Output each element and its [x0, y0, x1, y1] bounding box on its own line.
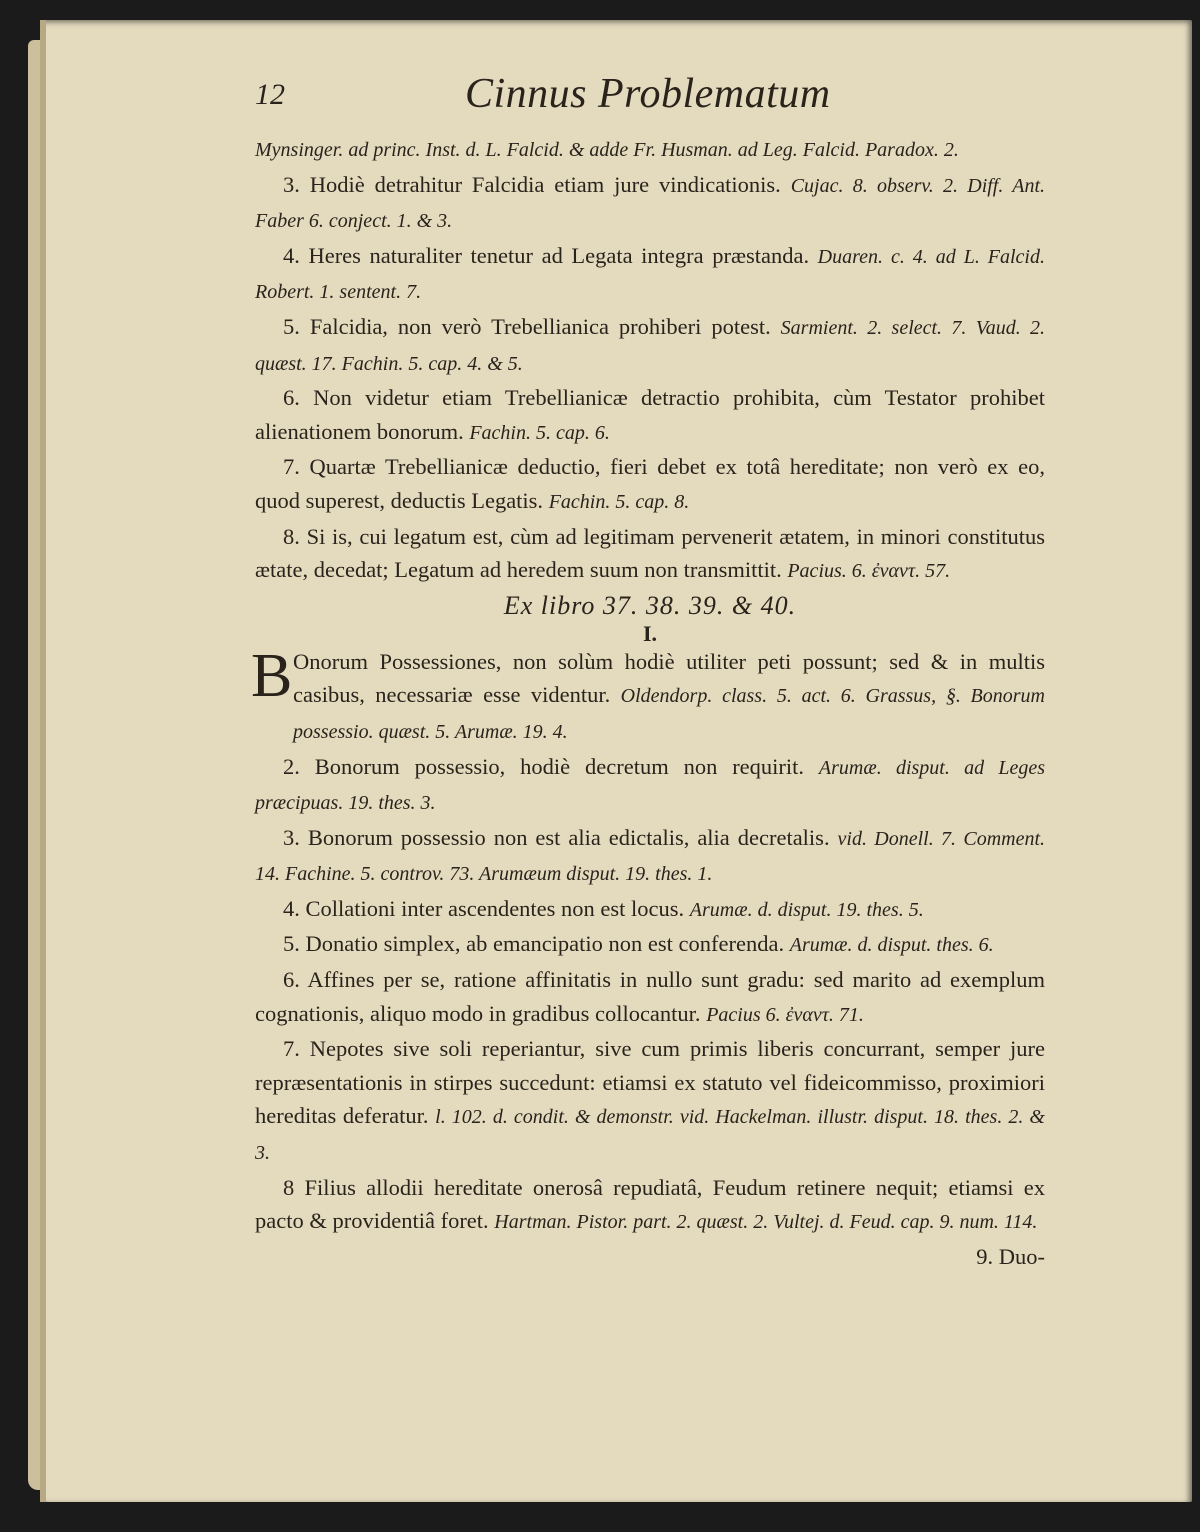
citation: Arumæ. d. disput. thes. 6. [789, 934, 994, 957]
paragraph [255, 310, 1045, 381]
citation: Hartman. Pistor. part. 2. quæst. 2. Vultej. d. Feud. cap. 9. num. 114. [494, 1211, 1038, 1234]
paragraph-text: Nepotes sive soli reperiantur, sive cum primis liberis concurrant, semper jure repræsentationis in stirpes succedunt: etiamsi ex statuto vel fideicommisso, proximiori hereditas deferatur. [255, 1036, 1045, 1129]
paragraph [255, 450, 1045, 519]
paragraph-number: 4. [283, 895, 300, 921]
section-title: Ex libro 37. 38. 39. & 40. [503, 590, 797, 620]
paragraph-number: 3. [283, 171, 300, 197]
paragraph-number: 4. [283, 242, 300, 268]
citation: Oldendorp. class. 5. act. 6. Grassus, §. Bonorum possessio. quæst. 5. Arumæ. 19. 4. [293, 685, 1046, 743]
paragraph [255, 927, 1045, 963]
citation: Mynsinger. ad princ. Inst. d. L. Falcid. & adde Fr. Husman. ad Leg. Falcid. Paradox. 2. [255, 139, 959, 161]
citation: vid. Donell. 7. Comment. 14. Fachine. 5. controv. 73. Arumæum disput. 19. thes. 1. [255, 827, 1046, 886]
paragraph-text: Bonorum possessio non est alia edictalis, alia decretalis. [307, 824, 830, 850]
paragraph-text: Filius allodii hereditate onerosâ repudiatâ, Feudum retinere nequit; etiamsi ex pacto & providentiâ foret. [255, 1174, 1046, 1234]
paragraph [255, 821, 1045, 892]
page-gutter-edge [40, 20, 46, 1502]
paragraph [255, 1171, 1045, 1240]
paragraph-text: Heres naturaliter tenetur ad Legata integra præstanda. [308, 242, 810, 268]
paragraph-text: Collationi inter ascendentes non est locus. [305, 895, 685, 921]
paragraph-number: 5. [283, 931, 300, 957]
text-block-top [251, 132, 1046, 1273]
paragraph-text: Non videtur etiam Trebellianicæ detractio prohibita, cùm Testator prohibet alienationem bonorum. [255, 385, 1046, 444]
citation: l. 102. d. condit. & demonstr. vid. Hackelman. illustr. disput. 18. thes. 2. & 3. [255, 1106, 1045, 1165]
paragraph [255, 1032, 1045, 1170]
paragraph-number: 8. [283, 523, 300, 549]
paragraph [255, 168, 1045, 239]
paragraph [255, 239, 1045, 310]
paragraph-number: 7. [283, 454, 300, 480]
paragraph-text: Falcidia, non verò Trebellianica prohiberi potest. [309, 313, 771, 339]
paragraph-number: 6. [283, 967, 300, 993]
paragraph [255, 963, 1045, 1032]
paragraph [255, 750, 1045, 821]
catchword: 9. Duo- [976, 1243, 1045, 1269]
page-content [251, 70, 1046, 1273]
citation: Cujac. 8. observ. 2. Diff. Ant. Faber 6. conject. 1. & 3. [255, 174, 1046, 233]
citation: Pacius 6. ἐναντ. 71. [706, 1003, 864, 1026]
citation: Arumæ. disput. ad Leges præcipuas. 19. thes. 3. [255, 756, 1046, 815]
running-title: Cinnus Problematum [465, 71, 831, 117]
paragraph-text: Si is, cui legatum est, cùm ad legitimam pervenerit ætatem, in minori constitutus ætate, decedat; Legatum ad heredem suum non transmittit. [255, 523, 1045, 583]
paragraph-number: 6. [283, 385, 300, 411]
paragraph-number: 2. [283, 753, 300, 779]
paragraph-text: Affines per se, ratione affinitatis in nullo sunt gradu: sed marito ad exemplum cognationis, aliquo modo in gradibus collocantur. [255, 967, 1045, 1026]
citation: Fachin. 5. cap. 6. [469, 421, 610, 444]
page-number: 12 [255, 78, 285, 111]
citation: Duaren. c. 4. ad L. Falcid. Robert. 1. sentent. 7. [255, 245, 1045, 304]
catchword-line [255, 1240, 1045, 1274]
paragraph-text: Quartæ Trebellianicæ deductio, fieri debet ex totâ hereditate; non verò ex eo, quod superest, deductis Legatis. [255, 454, 1046, 513]
paragraph-text: Hodiè detrahitur Falcidia etiam jure vindicationis. [309, 171, 781, 197]
paragraph [255, 520, 1045, 589]
page-header [255, 70, 1045, 132]
paragraph-text: Bonorum possessio, hodiè decretum non requirit. [314, 753, 805, 779]
paragraph-text: Donatio simplex, ab emancipatio non est conferenda. [305, 931, 785, 957]
paragraph-number: 3. [283, 824, 300, 850]
section-numeral: I. [642, 620, 658, 646]
citation: Fachin. 5. cap. 8. [548, 490, 690, 513]
drop-cap: B [251, 641, 293, 710]
paragraph-number: 5. [283, 313, 300, 339]
citation: Pacius. 6. ἐναντ. 57. [787, 560, 951, 583]
paragraph-text: Onorum Possessiones, non solùm hodiè utiliter peti possunt; sed & in multis casibus, necessariæ esse videntur. [293, 648, 1045, 708]
citation: Arumæ. d. disput. 19. thes. 5. [689, 898, 924, 921]
paragraph-number: 8 [283, 1174, 295, 1200]
paragraph [255, 381, 1045, 450]
paragraph [255, 132, 1045, 168]
first-paragraph [251, 641, 1046, 750]
paragraph-number: 7. [283, 1036, 300, 1062]
paragraph [255, 892, 1045, 928]
citation: Sarmient. 2. select. 7. Vaud. 2. quæst. 17. Fachin. 5. cap. 4. & 5. [255, 316, 1046, 375]
